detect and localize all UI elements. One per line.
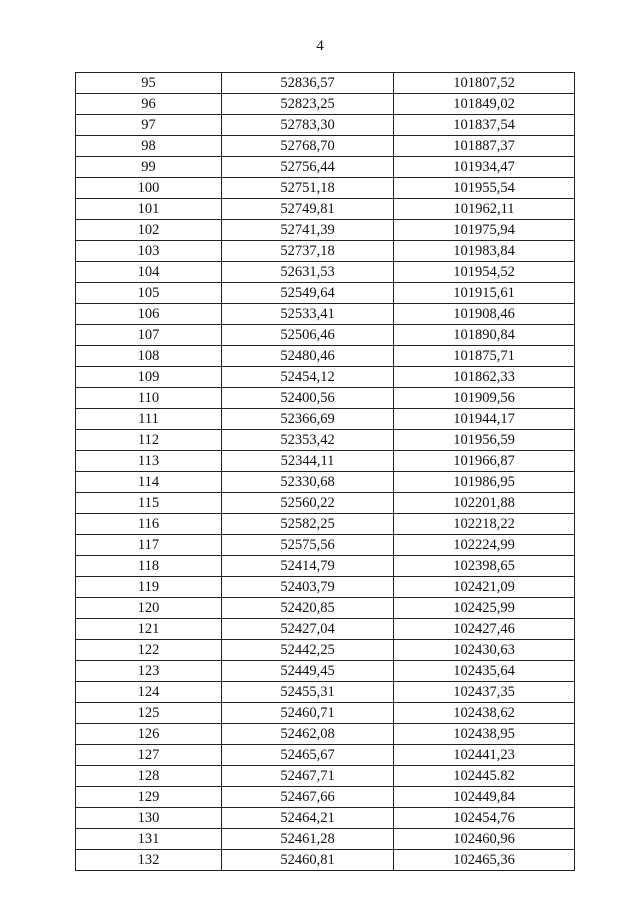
- y-coordinate-cell: 102218,22: [394, 514, 575, 535]
- y-coordinate-cell: 102465,36: [394, 850, 575, 871]
- table-row: [76, 388, 575, 409]
- point-number-cell: 99: [76, 157, 222, 178]
- y-coordinate-cell: 101962,11: [394, 199, 575, 220]
- point-number-cell: 121: [76, 619, 222, 640]
- x-coordinate-cell: 52631,53: [222, 262, 394, 283]
- point-number-cell: 117: [76, 535, 222, 556]
- table-row: [76, 724, 575, 745]
- x-coordinate-cell: 52756,44: [222, 157, 394, 178]
- point-number-cell: 128: [76, 766, 222, 787]
- y-coordinate-cell: 102438,95: [394, 724, 575, 745]
- table-row: [76, 598, 575, 619]
- y-coordinate-cell: 101966,87: [394, 451, 575, 472]
- point-number-cell: 110: [76, 388, 222, 409]
- x-coordinate-cell: 52460,81: [222, 850, 394, 871]
- y-coordinate-cell: 101862,33: [394, 367, 575, 388]
- table-row: [76, 178, 575, 199]
- table-row: [76, 199, 575, 220]
- table-row: [76, 367, 575, 388]
- x-coordinate-cell: 52353,42: [222, 430, 394, 451]
- table-row: [76, 472, 575, 493]
- point-number-cell: 122: [76, 640, 222, 661]
- table-row: [76, 640, 575, 661]
- point-number-cell: 113: [76, 451, 222, 472]
- coordinates-table-body: [76, 73, 575, 871]
- table-row: [76, 73, 575, 94]
- point-number-cell: 98: [76, 136, 222, 157]
- table-row: [76, 745, 575, 766]
- point-number-cell: 100: [76, 178, 222, 199]
- point-number-cell: 123: [76, 661, 222, 682]
- table-row: [76, 157, 575, 178]
- table-row: [76, 703, 575, 724]
- point-number-cell: 132: [76, 850, 222, 871]
- table-row: [76, 682, 575, 703]
- point-number-cell: 97: [76, 115, 222, 136]
- table-row: [76, 241, 575, 262]
- x-coordinate-cell: 52751,18: [222, 178, 394, 199]
- table-row: [76, 493, 575, 514]
- table-row: [76, 808, 575, 829]
- x-coordinate-cell: 52427,04: [222, 619, 394, 640]
- y-coordinate-cell: 102445.82: [394, 766, 575, 787]
- x-coordinate-cell: 52420,85: [222, 598, 394, 619]
- point-number-cell: 107: [76, 325, 222, 346]
- y-coordinate-cell: 102437,35: [394, 682, 575, 703]
- page-number: 4: [316, 38, 324, 54]
- y-coordinate-cell: 101944,17: [394, 409, 575, 430]
- y-coordinate-cell: 102430,63: [394, 640, 575, 661]
- table-row: [76, 94, 575, 115]
- x-coordinate-cell: 52737,18: [222, 241, 394, 262]
- table-row: [76, 304, 575, 325]
- point-number-cell: 120: [76, 598, 222, 619]
- y-coordinate-cell: 101934,47: [394, 157, 575, 178]
- point-number-cell: 105: [76, 283, 222, 304]
- point-number-cell: 116: [76, 514, 222, 535]
- y-coordinate-cell: 101807,52: [394, 73, 575, 94]
- point-number-cell: 124: [76, 682, 222, 703]
- y-coordinate-cell: 101983,84: [394, 241, 575, 262]
- x-coordinate-cell: 52449,45: [222, 661, 394, 682]
- y-coordinate-cell: 102201,88: [394, 493, 575, 514]
- table-row: [76, 850, 575, 871]
- table-row: [76, 577, 575, 598]
- table-row: [76, 115, 575, 136]
- y-coordinate-cell: 101954,52: [394, 262, 575, 283]
- coordinates-table: [75, 72, 575, 871]
- y-coordinate-cell: 102425,99: [394, 598, 575, 619]
- point-number-cell: 127: [76, 745, 222, 766]
- x-coordinate-cell: 52344,11: [222, 451, 394, 472]
- point-number-cell: 125: [76, 703, 222, 724]
- point-number-cell: 130: [76, 808, 222, 829]
- x-coordinate-cell: 52582,25: [222, 514, 394, 535]
- x-coordinate-cell: 52533,41: [222, 304, 394, 325]
- x-coordinate-cell: 52465,67: [222, 745, 394, 766]
- y-coordinate-cell: 101975,94: [394, 220, 575, 241]
- y-coordinate-cell: 101887,37: [394, 136, 575, 157]
- point-number-cell: 106: [76, 304, 222, 325]
- y-coordinate-cell: 101909,56: [394, 388, 575, 409]
- point-number-cell: 109: [76, 367, 222, 388]
- y-coordinate-cell: 101849,02: [394, 94, 575, 115]
- table-row: [76, 787, 575, 808]
- y-coordinate-cell: 101875,71: [394, 346, 575, 367]
- point-number-cell: 112: [76, 430, 222, 451]
- point-number-cell: 95: [76, 73, 222, 94]
- y-coordinate-cell: 101908,46: [394, 304, 575, 325]
- table-row: [76, 220, 575, 241]
- y-coordinate-cell: 102441,23: [394, 745, 575, 766]
- table-row: [76, 451, 575, 472]
- x-coordinate-cell: 52330,68: [222, 472, 394, 493]
- point-number-cell: 102: [76, 220, 222, 241]
- x-coordinate-cell: 52480,46: [222, 346, 394, 367]
- x-coordinate-cell: 52442,25: [222, 640, 394, 661]
- x-coordinate-cell: 52467,66: [222, 787, 394, 808]
- y-coordinate-cell: 102421,09: [394, 577, 575, 598]
- point-number-cell: 131: [76, 829, 222, 850]
- table-row: [76, 556, 575, 577]
- x-coordinate-cell: 52462,08: [222, 724, 394, 745]
- x-coordinate-cell: 52783,30: [222, 115, 394, 136]
- point-number-cell: 115: [76, 493, 222, 514]
- table-row: [76, 829, 575, 850]
- x-coordinate-cell: 52460,71: [222, 703, 394, 724]
- x-coordinate-cell: 52467,71: [222, 766, 394, 787]
- y-coordinate-cell: 101956,59: [394, 430, 575, 451]
- table-row: [76, 346, 575, 367]
- y-coordinate-cell: 102224,99: [394, 535, 575, 556]
- y-coordinate-cell: 101915,61: [394, 283, 575, 304]
- point-number-cell: 104: [76, 262, 222, 283]
- point-number-cell: 118: [76, 556, 222, 577]
- y-coordinate-cell: 102398,65: [394, 556, 575, 577]
- x-coordinate-cell: 52549,64: [222, 283, 394, 304]
- x-coordinate-cell: 52575,56: [222, 535, 394, 556]
- x-coordinate-cell: 52506,46: [222, 325, 394, 346]
- y-coordinate-cell: 101890,84: [394, 325, 575, 346]
- x-coordinate-cell: 52403,79: [222, 577, 394, 598]
- point-number-cell: 114: [76, 472, 222, 493]
- x-coordinate-cell: 52414,79: [222, 556, 394, 577]
- table-row: [76, 661, 575, 682]
- x-coordinate-cell: 52768,70: [222, 136, 394, 157]
- table-row: [76, 430, 575, 451]
- x-coordinate-cell: 52836,57: [222, 73, 394, 94]
- y-coordinate-cell: 102449,84: [394, 787, 575, 808]
- table-row: [76, 766, 575, 787]
- x-coordinate-cell: 52461,28: [222, 829, 394, 850]
- table-row: [76, 136, 575, 157]
- point-number-cell: 108: [76, 346, 222, 367]
- y-coordinate-cell: 102427,46: [394, 619, 575, 640]
- table-row: [76, 535, 575, 556]
- point-number-cell: 129: [76, 787, 222, 808]
- point-number-cell: 101: [76, 199, 222, 220]
- y-coordinate-cell: 101837,54: [394, 115, 575, 136]
- x-coordinate-cell: 52455,31: [222, 682, 394, 703]
- point-number-cell: 126: [76, 724, 222, 745]
- x-coordinate-cell: 52464,21: [222, 808, 394, 829]
- y-coordinate-cell: 102438,62: [394, 703, 575, 724]
- table-row: [76, 619, 575, 640]
- point-number-cell: 111: [76, 409, 222, 430]
- y-coordinate-cell: 101986,95: [394, 472, 575, 493]
- x-coordinate-cell: 52400,56: [222, 388, 394, 409]
- table-row: [76, 409, 575, 430]
- x-coordinate-cell: 52454,12: [222, 367, 394, 388]
- point-number-cell: 103: [76, 241, 222, 262]
- table-row: [76, 325, 575, 346]
- x-coordinate-cell: 52366,69: [222, 409, 394, 430]
- table-row: [76, 262, 575, 283]
- x-coordinate-cell: 52741,39: [222, 220, 394, 241]
- y-coordinate-cell: 101955,54: [394, 178, 575, 199]
- x-coordinate-cell: 52823,25: [222, 94, 394, 115]
- table-row: [76, 514, 575, 535]
- y-coordinate-cell: 102435,64: [394, 661, 575, 682]
- table-row: [76, 283, 575, 304]
- y-coordinate-cell: 102454,76: [394, 808, 575, 829]
- point-number-cell: 119: [76, 577, 222, 598]
- point-number-cell: 96: [76, 94, 222, 115]
- x-coordinate-cell: 52749,81: [222, 199, 394, 220]
- x-coordinate-cell: 52560,22: [222, 493, 394, 514]
- y-coordinate-cell: 102460,96: [394, 829, 575, 850]
